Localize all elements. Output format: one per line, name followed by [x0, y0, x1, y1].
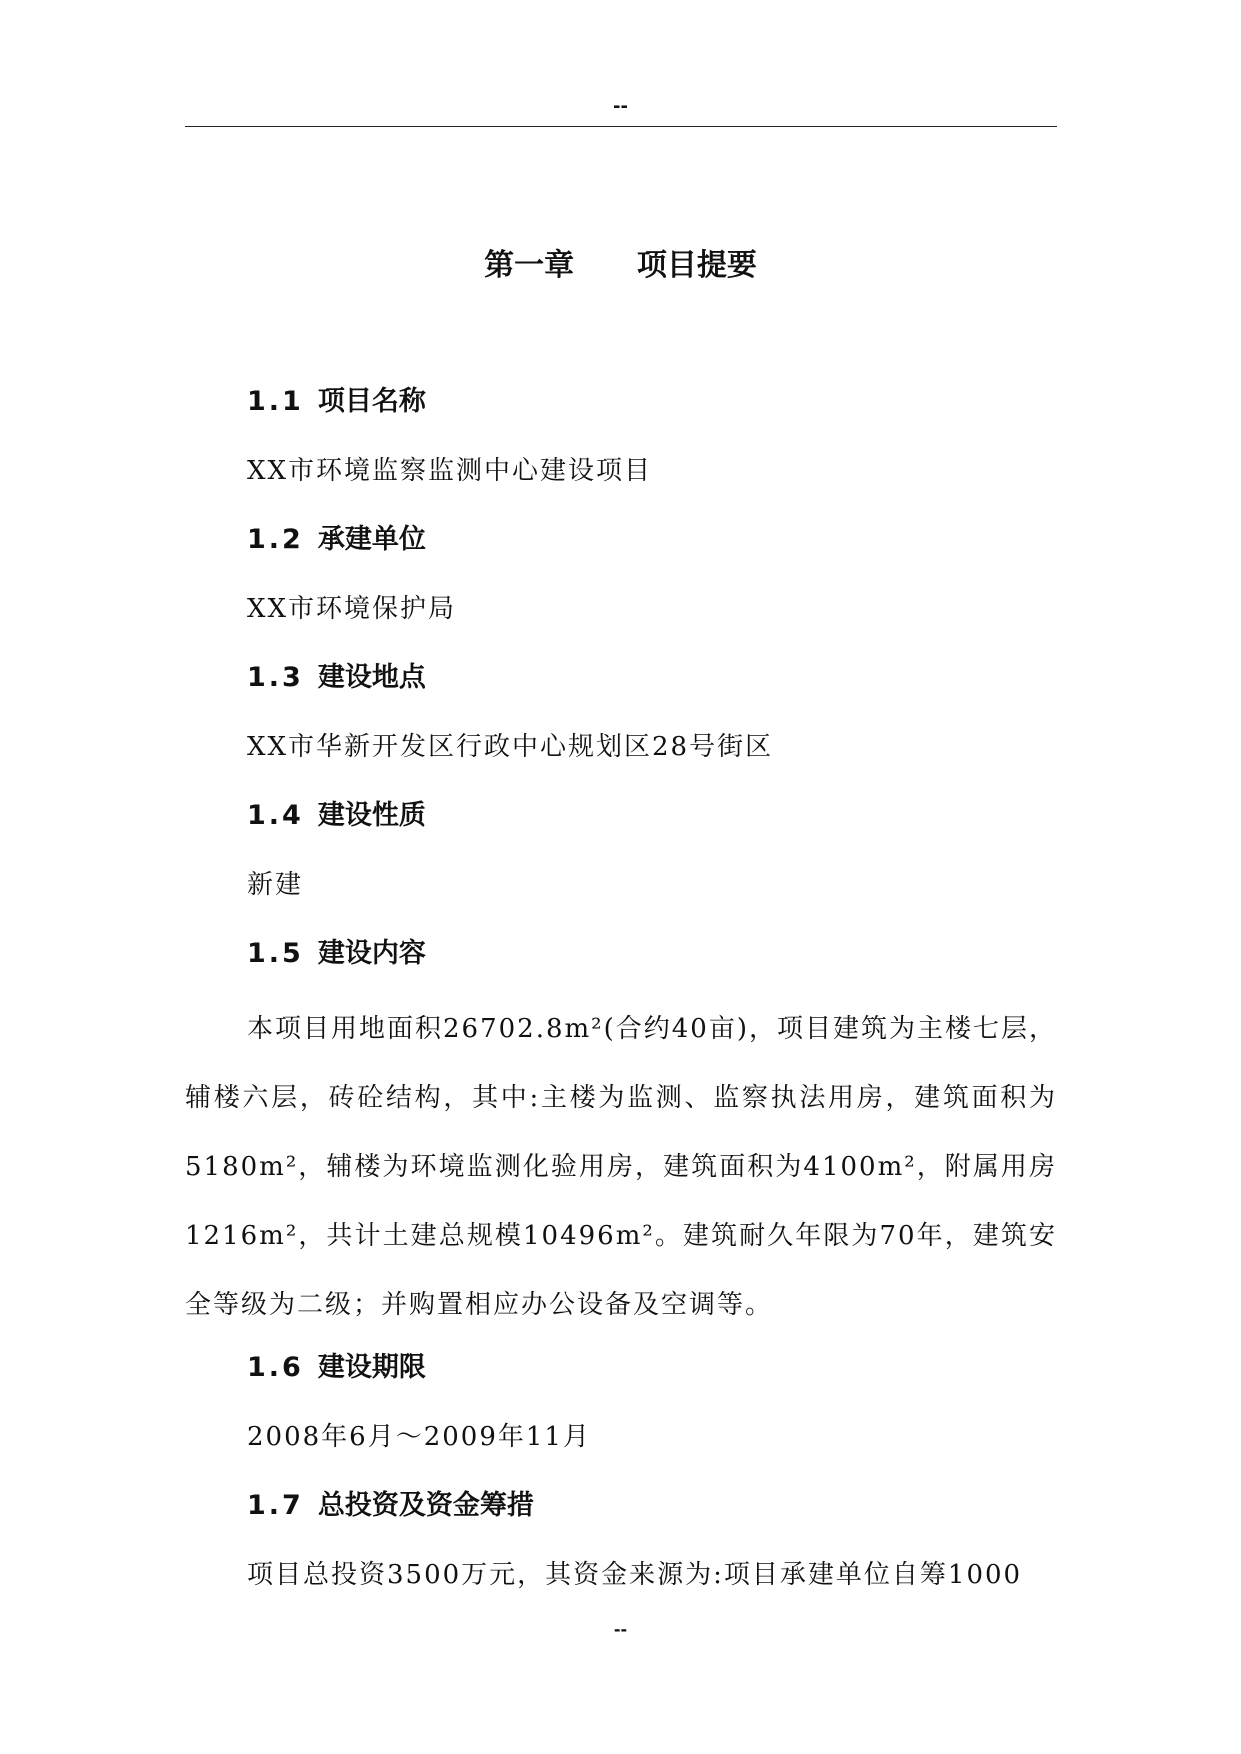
section-heading-1-5 [185, 926, 1057, 995]
chapter-title: 第一章 项目提要 [484, 248, 757, 283]
section-heading-1-4 [185, 788, 1057, 857]
page-footer-mark: -- [613, 1620, 628, 1639]
section-title: 建设性质 [317, 800, 426, 831]
section-number: 1.7 [247, 1490, 304, 1521]
construction-unit-text: XX市环境保护局 [247, 594, 457, 624]
section-heading-1-3 [185, 650, 1057, 719]
section-number: 1.4 [247, 800, 304, 831]
construction-content-paragraph: 本项目用地面积26702.8m²(合约40亩)，项目建筑为主楼七层，辅楼六层，砖砼结构，其中:主楼为监测、监察执法用房，建筑面积为5180m²，辅楼为环境监测化验用房，建筑面积为4100m²，附属用房1216m²，共计土建总规模10496m²。建筑耐久年限为70年，建筑安全等级为二级；并购置相应办公设备及空调等。 [185, 1014, 1057, 1320]
section-heading-1-1 [185, 374, 1057, 443]
section-heading-1-7 [185, 1478, 1057, 1547]
project-name-text: XX市环境监察监测中心建设项目 [247, 456, 653, 486]
section-title: 项目名称 [317, 386, 426, 417]
section-number: 1.5 [247, 938, 304, 969]
header-divider [185, 126, 1057, 127]
page-header-mark: -- [613, 96, 628, 117]
section-title: 建设地点 [317, 662, 426, 693]
section-number: 1.6 [247, 1352, 304, 1383]
section-number: 1.2 [247, 524, 304, 555]
section-title: 建设内容 [317, 938, 426, 969]
section-heading-1-6 [185, 1340, 1057, 1409]
section-number: 1.3 [247, 662, 304, 693]
investment-text: 项目总投资3500万元，其资金来源为:项目承建单位自筹1000 [247, 1560, 1023, 1590]
construction-site-text: XX市华新开发区行政中心规划区28号街区 [247, 732, 774, 762]
section-title: 承建单位 [317, 524, 426, 555]
section-title: 总投资及资金筹措 [317, 1490, 534, 1521]
document-body [185, 374, 1057, 1616]
section-heading-1-2 [185, 512, 1057, 581]
section-number: 1.1 [247, 386, 304, 417]
construction-period-text: 2008年6月～2009年11月 [247, 1422, 591, 1452]
section-title: 建设期限 [317, 1352, 426, 1383]
construction-nature-text: 新建 [247, 870, 304, 900]
